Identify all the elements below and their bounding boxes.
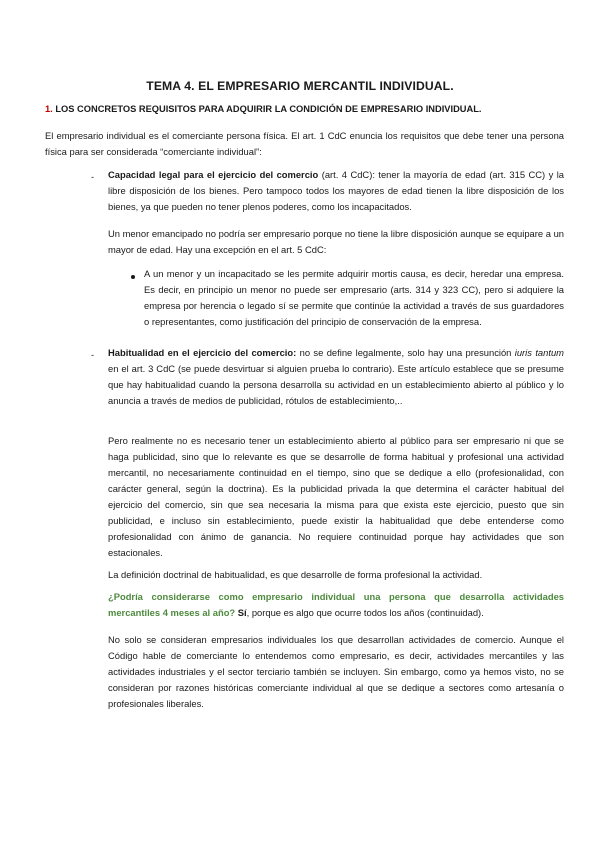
list-item-habituality xyxy=(108,345,564,409)
answer-bold: Sí xyxy=(235,607,247,618)
list-bullet: - xyxy=(91,171,95,182)
capacity-paragraph-2: Un menor emancipado no podría ser empresario porque no tiene la libre disposición aunque se equipare a un mayor de edad. Hay una excepción en el art. 5 CdC: xyxy=(108,228,564,255)
section-heading-text: LOS CONCRETOS REQUISITOS PARA ADQUIRIR LA CONDICIÓN DE EMPRESARIO INDIVIDUAL. xyxy=(55,104,482,114)
list-item-capacity xyxy=(108,167,564,215)
question-text: ¿Podría considerarse como empresario individual una persona que desarrolla actividades mercantiles 4 meses al año? xyxy=(108,591,564,618)
capacity-term: Capacidad legal para el ejercicio del comercio xyxy=(108,169,319,180)
habituality-paragraph-5: No solo se consideran empresarios individuales los que desarrollan actividades de comercio. Aunque el Código hable de comerciante lo entendemos como empresario, es decir, actividades mercantiles y las actividades industriales y el sector terciario también se incluyen. Sin embargo, como ya hemos visto, no se consideran por razones históricas comerciante individual al que se dedique a sectores como artesanía o profesionales liberales. xyxy=(108,634,564,709)
intro-paragraph: El empresario individual es el comerciante persona física. El art. 1 CdC enuncia los requisitos que debe tener una persona física para ser considerada “comerciante individual”: xyxy=(45,130,564,157)
section-heading xyxy=(45,104,565,114)
habituality-italic: iuris tantum xyxy=(514,347,564,358)
list-bullet: - xyxy=(91,349,95,360)
habituality-text-b: en el art. 3 CdC (se puede desvirtuar si alguien prueba lo contrario). Este artículo establece que se presume que hay habitualidad cuando la persona desarrolla su actividad en un establecimiento abierto al público y lo anuncia a través de medios de publicidad, rótulos de establecimiento,.. xyxy=(108,363,564,406)
capacity-text: (art. 4 CdC): tener la mayoría de edad (art. 315 CC) y la libre disposición de los bienes. Pero tampoco todos los mayores de edad tienen la libre disposición de los bienes, ya que pueden no tener plenos poderes, como los incapacitados. xyxy=(108,169,564,212)
habituality-text-a: no se define legalmente, solo hay una presunción xyxy=(296,347,515,358)
habituality-paragraph-2: Pero realmente no es necesario tener un establecimiento abierto al público para ser empresario ni que se haga publicidad, sino que lo relevante es que se desarrolle de forma habitual y profesional una actividad mercantil, no necesariamente continuidad en el tiempo, sino que se dedique a ello (profesionalidad, con carácter general, según la doctrina). Es la publicidad privada la que determina el carácter habitual del ejercicio del comercio, sin que sea necesaria la misma para que exista este ejercicio, puesto que sin publicidad, e incluso sin establecimiento, puede existir la habitualidad que debe entenderse como profesionalidad con ánimo de ganancia. No requiere continuidad porque hay actividades que son estacionales. xyxy=(108,435,564,558)
answer-text: , porque es algo que ocurre todos los años (continuidad). xyxy=(246,607,484,618)
question-paragraph xyxy=(108,589,564,621)
habituality-paragraph-3: La definición doctrinal de habitualidad, es que desarrolle de forma profesional la actividad. xyxy=(108,569,483,580)
sub-bullet-dot xyxy=(131,275,135,279)
section-number: 1. xyxy=(45,104,53,114)
sub-list-item-inheritance: A un menor y un incapacitado se les permite adquirir mortis causa, es decir, heredar una empresa. Es decir, en principio un menor no puede ser empresario (arts. 314 y 323 CC), pero si adquiere la empresa por herencia o legado sí se permite que continúe la actividad a través de sus guardadores o representantes, como justificación del principio de conservación de la empresa. xyxy=(144,268,564,327)
page-title: TEMA 4. EL EMPRESARIO MERCANTIL INDIVIDUAL. xyxy=(146,79,454,93)
habituality-term: Habitualidad en el ejercicio del comercio: xyxy=(108,347,297,358)
